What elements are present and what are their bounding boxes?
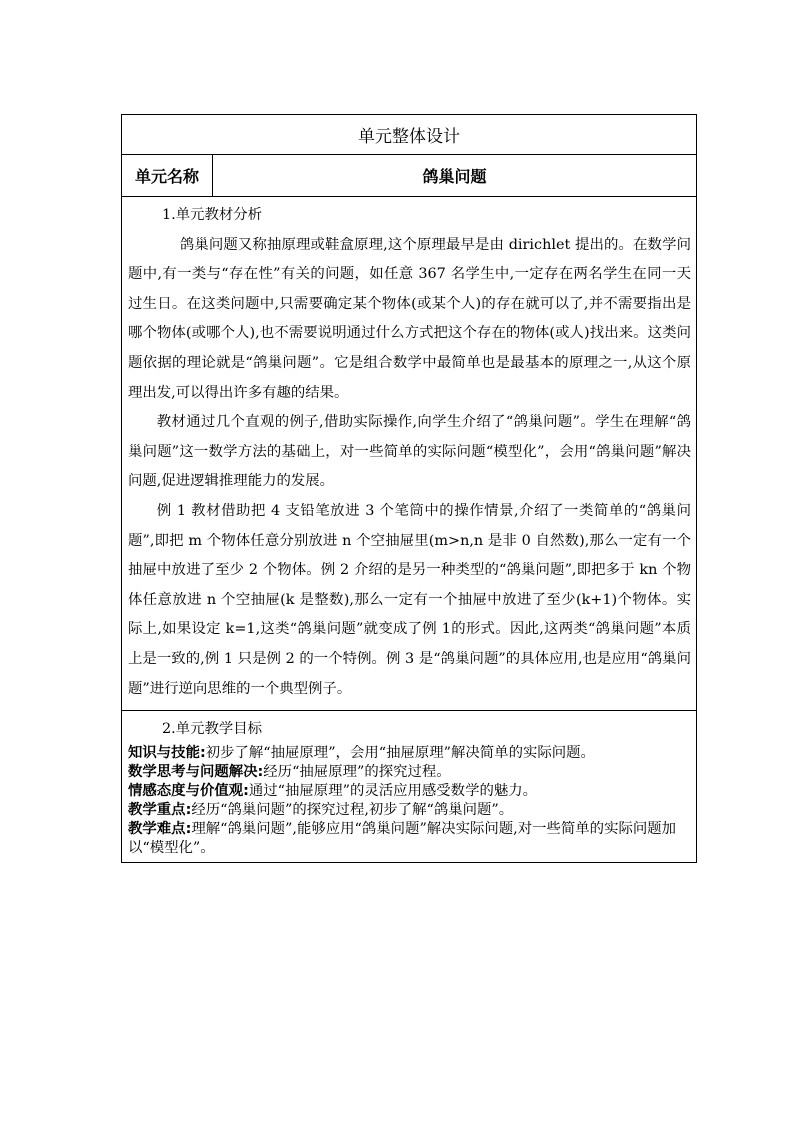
goal-text: 经历“鸽巢问题”的探究过程,初步了解“鸽巢问题”。 [191,802,514,819]
goal-label: 情感态度与价值观: [128,783,249,800]
analysis-paragraph-1: 鸽巢问题又称抽原理或鞋盒原理,这个原理最早是由 dirichlet 提出的。在数学问题中,有一类与“存在性”有关的问题，如任意 367 名学生中,一定存在两名学生在同一天过生日。在这类问题中,只需要确定某个物体(或某个人)的存在就可以了,并不需要指出是哪个物体(或哪个人),也不需要说明通过什么方式把这个存在的物体(或人)找出来。这类问题依据的理论就是“鸽巢问题”。它是组合数学中最简单也是最基本的原理之一,从这个原理出发,可以得出许多有趣的结果。 [128,236,691,401]
goal-label: 教学重点: [128,802,192,819]
goal-text: 理解“鸽巢问题”,能够应用“鸽巢问题”解决实际问题,对一些简单的实际问题加以“模型化”。 [128,821,677,857]
textbook-analysis-heading: 1.单元教材分析 [162,207,263,223]
goal-attitude-values [128,782,691,801]
goal-key-points [128,801,691,820]
goal-label: 数学思考与问题解决: [128,764,264,781]
goal-math-thinking [128,763,691,782]
unit-name-value: 鸽巢问题 [422,167,487,186]
goal-knowledge-skills [128,744,691,763]
goal-text: 通过“抽屉原理”的灵活应用感受数学的魅力。 [248,783,538,800]
unit-design-table [121,114,697,863]
textbook-analysis-section [122,197,696,711]
analysis-paragraph-2: 教材通过几个直观的例子,借助实际操作,向学生介绍了“鸽巢问题”。学生在理解“鸽巢问题”这一数学方法的基础上，对一些简单的实际问题“模型化”，会用“鸽巢问题”解决问题,促进逻辑推理能力的发展。 [128,414,691,490]
unit-name-row [122,155,696,197]
teaching-goals-section [122,711,696,862]
goal-text: 初步了解“抽屉原理”，会用“抽屉原理”解决简单的实际问题。 [205,745,595,762]
goal-label: 知识与技能: [128,745,206,762]
goal-label: 教学难点: [128,821,192,838]
goal-text: 经历“抽屉原理”的探究过程。 [263,764,451,781]
table-title [122,115,696,155]
analysis-paragraph-3: 例 1 教材借助把 4 支铅笔放进 3 个笔筒中的操作情景,介绍了一类简单的“鸽巢问题”,即把 m 个物体任意分别放进 n 个空抽屉里(m>n,n 是非 0 自然数),那么一定有一个抽屉中放进了至少 2 个物体。例 2 介绍的是另一种类型的“鸽巢问题”,即把多于 kn 个物体任意放进 n 个空抽屉(k 是整数),那么一定有一个抽屉中放进了至少(k+1)个物体。实际上,如果设定 k=1,这类“鸽巢问题”就变成了例 1的形式。因此,这两类“鸽巢问题”本质上是一致的,例 1 只是例 2 的一个特例。例 3 是“鸽巢问题”的具体应用,也是应用“鸽巢问题”进行逆向思维的一个典型例子。 [128,502,691,697]
unit-name-label: 单元名称 [122,155,213,196]
table-title-text: 单元整体设计 [358,127,460,147]
goal-difficulties [128,820,691,858]
teaching-goals-heading: 2.单元教学目标 [162,721,263,738]
